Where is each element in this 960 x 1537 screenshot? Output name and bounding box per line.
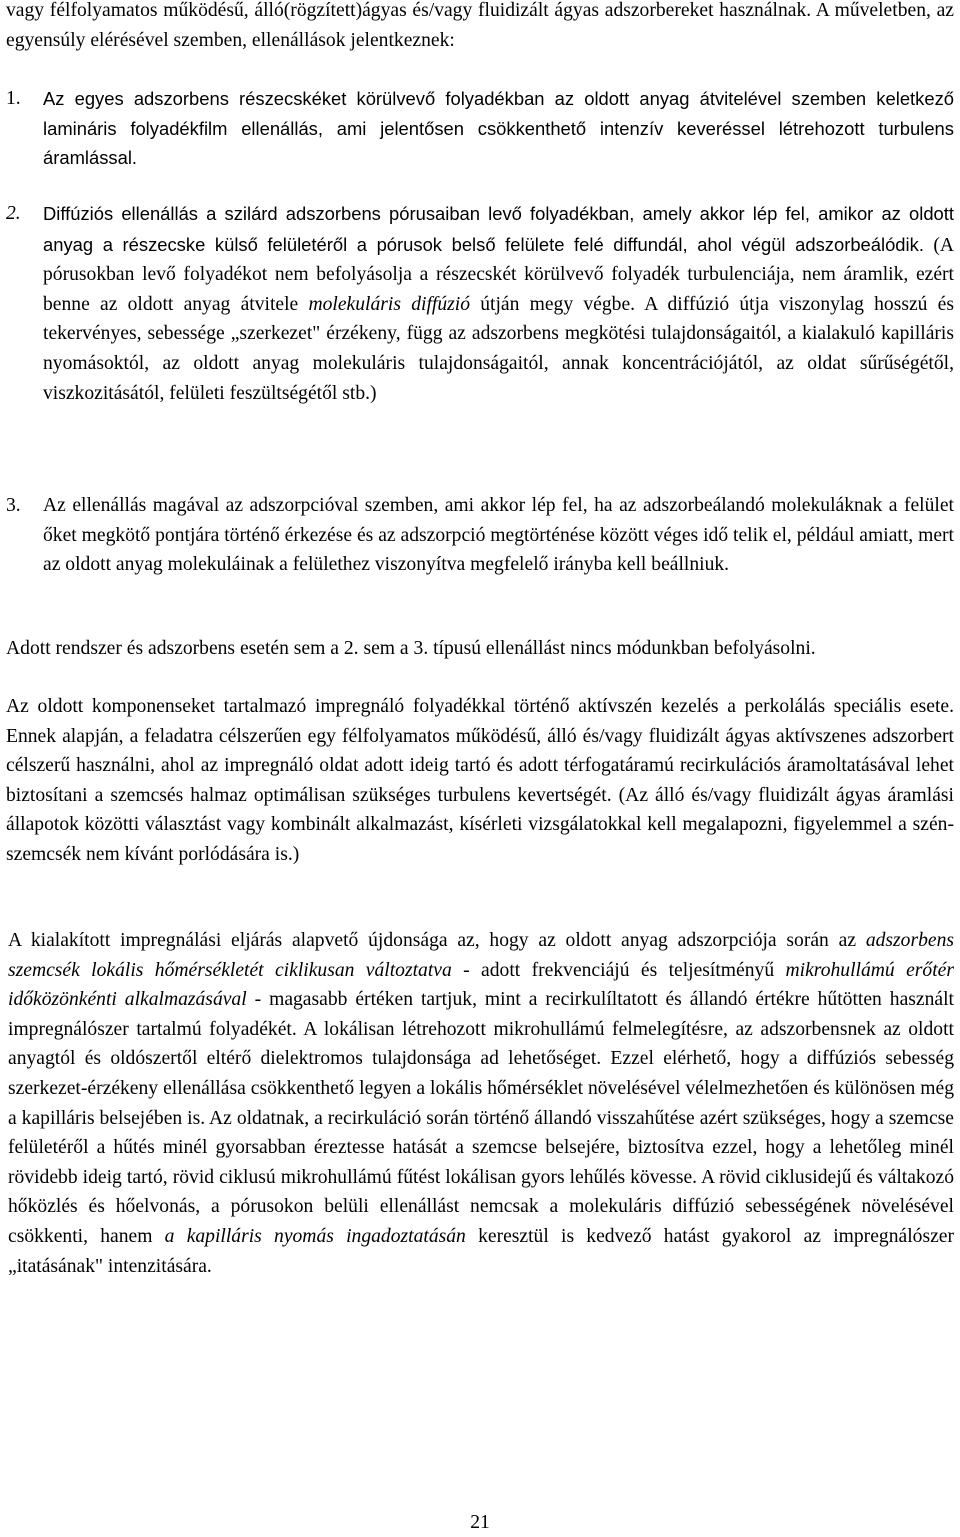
paragraph-3-text-d: keresztül is kedvező hatást gyakorol az impregnálószer „itatásának" intenzitására. <box>8 1225 954 1277</box>
paragraph-3-text-c: - magasabb értéken tartjuk, mint a recirkulíltatott és állandó értékre hűtötten használt impregnálószer tartalmú folyadékét. A lokálisan létrehozott mikrohullámú felmelegítésre, az adszorbensnek az oldott anyagtól és oldószertől eltérő dielektromos tulajdonsága ad lehetőséget. Ezzel elérhető, hogy a diffúziós sebesség szerkezet-érzékeny ellenállása csökkenthető legyen a lokális hőmérséklet növelésével vélelmezhetően és különösen még a kapilláris belsejében is. Az oldatnak, a recirkuláció során történő állandó visszahűtése azért szükséges, hogy a szemcse felületéről a hűtés minél gyorsabban éreztesse hatását a szemcse belsejére, biztosítva ezzel, hogy a lehetőleg minél rövidebb ideig tartó, rövid ciklusú mikrohullámú fűtést lokálisan gyors lehűlés kövesse. A rövid ciklusidejű és váltakozó hőközlés és hőelvonás, a pórusokon belüli ellenállást nemcsak a molekuláris diffúzió sebességének növelésével csökkenti, hanem <box>8 989 954 1247</box>
list-item-2 <box>6 199 954 408</box>
intro-text: vagy félfolyamatos működésű, álló(rögzített)ágyas és/vagy fluidizált ágyas adszorbereket használnak. A műveletben, az egyensúly elérésével szemben, ellenállások jelentkeznek: <box>6 0 954 51</box>
paragraph-3-italic-1: adszorbens szemcsék lokális hőmérsékletét ciklikusan változtatva <box>8 930 954 981</box>
paragraph-3 <box>8 926 954 1281</box>
list-item-number: 3. <box>6 495 21 516</box>
paragraph-3-text-a: A kialakított impregnálási eljárás alapvető újdonsága az, hogy az oldott anyag adszorpciója során az <box>8 930 866 951</box>
paragraph-3-text-b: - adott frekvenciájú és teljesítményű <box>451 959 786 981</box>
list-item-3-text: Az ellenállás magával az adszorpcióval szemben, ami akkor lép fel, ha az adszorbeálandó molekuláknak a felület őket megkötő pontjára történő érkezése és az adszorpció megtörténése között véges idő telik el, például amiatt, mert az oldott anyag molekuláinak a felülethez viszonyítva megfelelő irányba kell beállniuk. <box>43 495 954 576</box>
list-item-1 <box>6 84 954 173</box>
list-item-text <box>43 199 954 408</box>
list-item-1-text: Az egyes adszorbens részecskéket körülvevő folyadékban az oldott anyag átvitelével szemben keletkező lamináris folyadékfilm ellenállás, ami jelentősen csökkenthető intenzív keveréssel létrehozott turbulens áramlással. <box>43 88 954 169</box>
paragraph-1-text: Adott rendszer és adszorbens esetén sem a 2. sem a 3. típusú ellenállást nincs módunkban befolyásolni. <box>6 638 816 659</box>
page-number: 21 <box>470 1512 490 1533</box>
list-item-text <box>43 491 954 580</box>
paragraph-2 <box>6 692 954 870</box>
paragraph-2-text: Az oldott komponenseket tartalmazó impregnáló folyadékkal történő aktívszén kezelés a perkolálás speciális esete. Ennek alapján, a feladatra célszerűen egy félfolyamatos működésű, álló és/vagy fluidizált ágyas aktívszenes adszorbert célszerű használni, ahol az impregnáló oldat adott ideig tartó és adott térfogatáramú recirkulációs áramoltatásával lehet biztosítani a szemcsés halmaz optimálisan szükséges turbulens kevertségét. (Az álló és/vagy fluidizált ágyas áramlási állapotok közötti választást vagy kombinált alkalmazást, kísérleti vizsgálatokkal kell megalapozni, figyelemmel a szén-szemcsék nem kívánt porlódására is.) <box>6 696 954 865</box>
list-item-number: 1. <box>6 88 21 109</box>
paragraph-3-italic-3: a kapilláris nyomás ingadoztatásán <box>164 1225 466 1247</box>
list-item-number: 2. <box>6 203 21 224</box>
paragraph-1 <box>6 634 954 664</box>
intro-paragraph <box>6 0 954 55</box>
list-item-2-text-b: (A pórusokban levő folyadékot nem befolyásolja a részecskét körülvevő folyadék turbulenciája, nem áramlik, ezért benne az oldott anyag átvitele <box>43 234 954 315</box>
list-item-2-text-a: Diffúziós ellenállás a szilárd adszorbens pórusaiban levő folyadékban, amely akkor lép fel, amikor az oldott anyag a részecske külső felületéről a pórusok belső felülete felé diffundál, ahol végül adszorbeálódik. <box>43 203 954 255</box>
paragraph-3-italic-2: mikrohullámú erőtér időközönkénti alkalmazásával <box>8 959 954 1011</box>
list-item-2-text-c: útján megy végbe. A diffúzió útja viszonylag hosszú és tekervényes, sebessége „szerkezet" érzékeny, függ az adszorbens megkötési tulajdonságaitól, a kialakuló kapilláris nyomásoktól, az oldott anyag molekuláris tulajdonságaitól, annak koncentrációjától, az oldat sűrűségétől, viszkozitásától, felületi feszültségétől stb.) <box>43 293 954 404</box>
list-item-2-italic: molekuláris diffúzió <box>308 293 470 315</box>
list-item-text <box>43 84 954 173</box>
list-item-3 <box>6 491 954 580</box>
